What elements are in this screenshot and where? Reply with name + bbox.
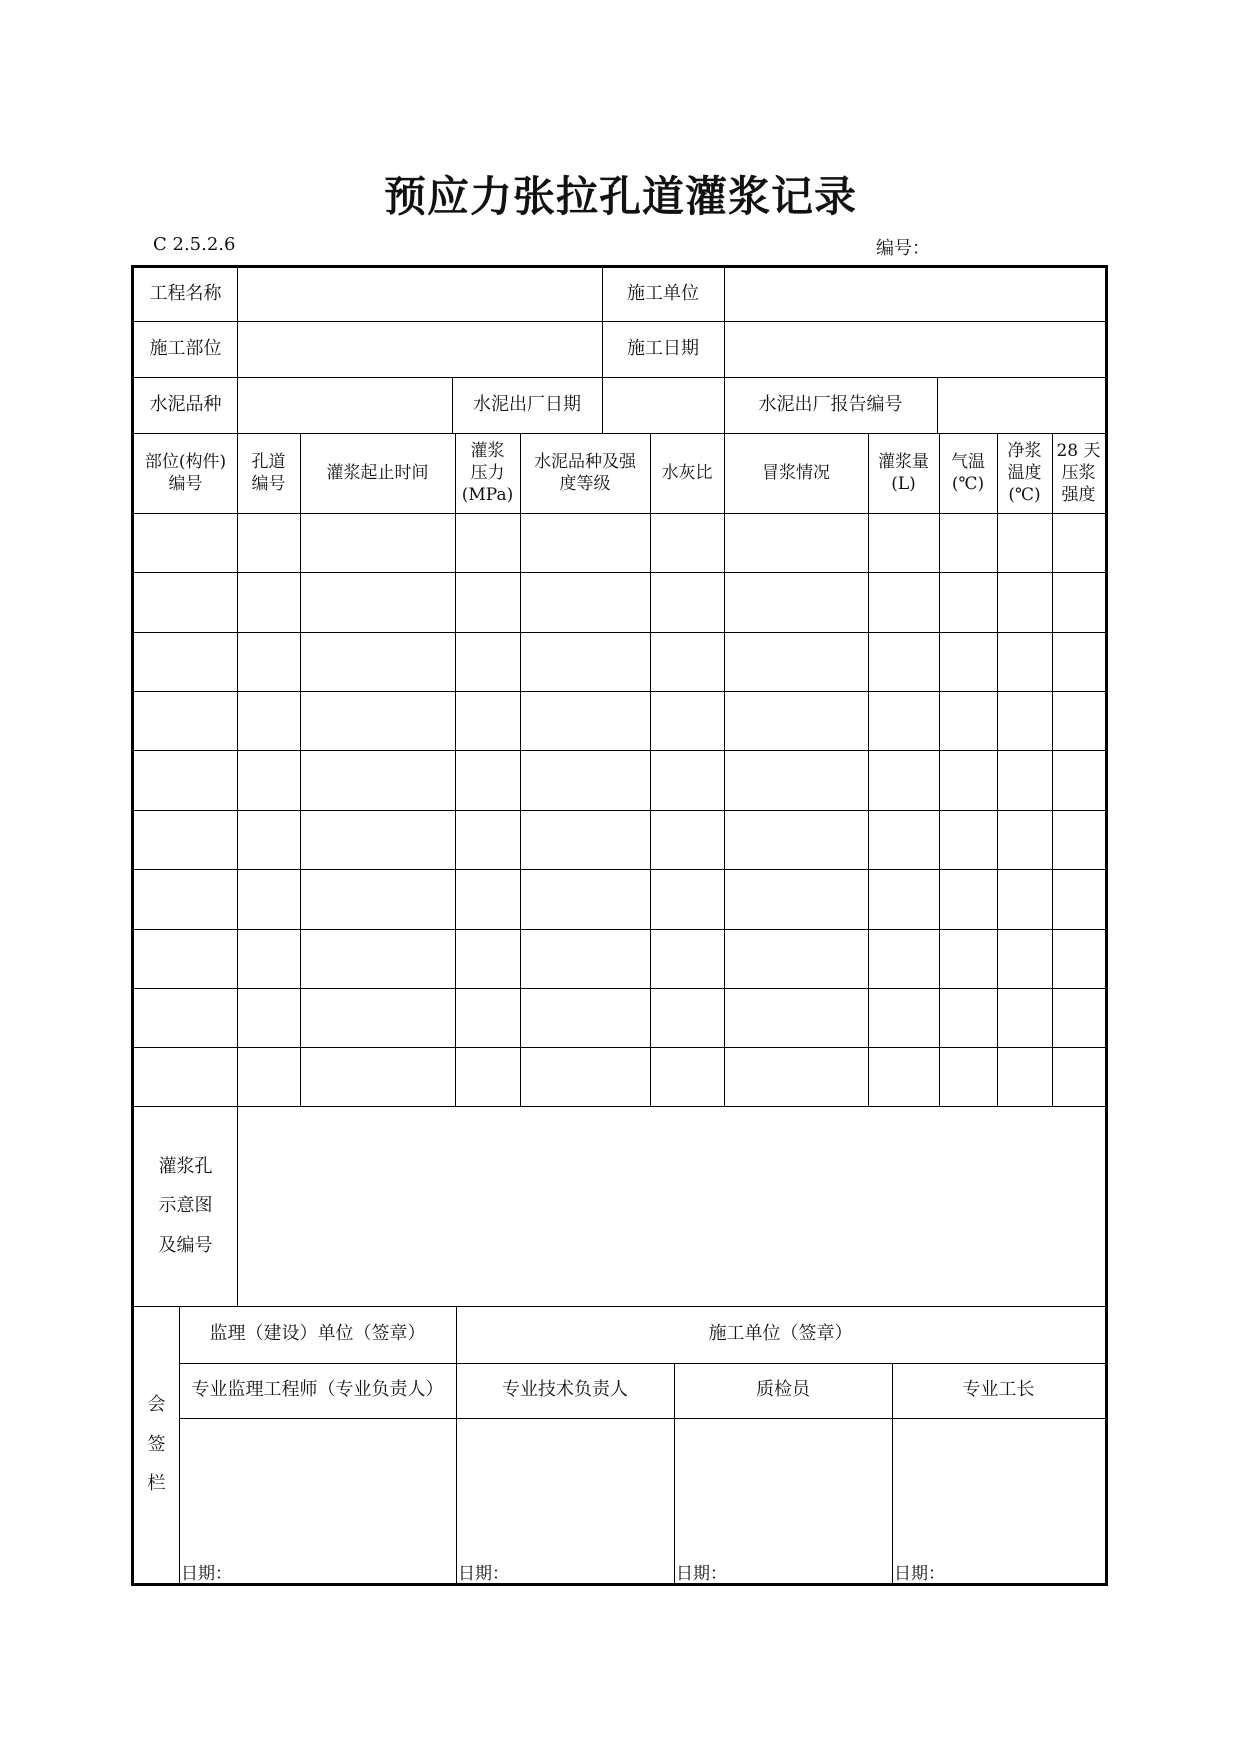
table-cell[interactable]	[237, 513, 300, 572]
table-cell[interactable]	[455, 1047, 520, 1106]
table-cell[interactable]	[868, 929, 939, 988]
date-label-supervisor: 日期：	[181, 1564, 232, 1584]
date-label-quality-inspector: 日期：	[676, 1564, 727, 1584]
table-cell[interactable]	[520, 810, 650, 869]
diagram-area[interactable]	[237, 1106, 1105, 1306]
table-cell[interactable]	[939, 1047, 997, 1106]
table-cell[interactable]	[939, 929, 997, 988]
col-duct-no-header: 孔道 编号	[251, 451, 286, 494]
table-cell[interactable]	[237, 750, 300, 810]
table-cell[interactable]	[134, 572, 237, 632]
col-overflow-header: 冒浆情况	[762, 462, 830, 483]
serial-number-label: 编号：	[876, 238, 930, 259]
project-name-field[interactable]	[237, 268, 602, 321]
table-cell[interactable]	[724, 929, 868, 988]
table-cell[interactable]	[455, 513, 520, 572]
col-grout-time-header: 灌浆起止时间	[326, 462, 429, 483]
table-cell[interactable]	[237, 1047, 300, 1106]
table-cell[interactable]	[650, 572, 724, 632]
table-cell[interactable]	[520, 929, 650, 988]
diagram-label: 灌浆孔 示意图 及编号	[158, 1155, 213, 1256]
table-cell[interactable]	[939, 632, 997, 691]
table-cell[interactable]	[520, 691, 650, 750]
table-cell[interactable]	[300, 632, 455, 691]
cement-factory-date-field[interactable]	[602, 377, 724, 433]
table-cell[interactable]	[650, 869, 724, 929]
table-cell[interactable]	[939, 513, 997, 572]
table-cell[interactable]	[237, 929, 300, 988]
table-cell[interactable]	[455, 988, 520, 1047]
table-cell[interactable]	[520, 632, 650, 691]
table-cell[interactable]	[1052, 632, 1105, 691]
table-cell[interactable]	[1052, 810, 1105, 869]
col-grout-pressure-header: 灌浆 压力 (MPa)	[461, 440, 514, 506]
table-cell[interactable]	[455, 810, 520, 869]
table-cell[interactable]	[520, 869, 650, 929]
table-cell[interactable]	[868, 632, 939, 691]
table-cell[interactable]	[868, 1047, 939, 1106]
construction-date-label: 施工日期	[627, 337, 699, 359]
table-cell[interactable]	[724, 1047, 868, 1106]
construction-part-label: 施工部位	[149, 337, 222, 359]
table-cell[interactable]	[300, 869, 455, 929]
table-cell[interactable]	[455, 632, 520, 691]
table-cell[interactable]	[650, 691, 724, 750]
table-cell[interactable]	[997, 572, 1052, 632]
table-cell[interactable]	[724, 810, 868, 869]
table-cell[interactable]	[300, 572, 455, 632]
cement-report-no-label: 水泥出厂报告编号	[758, 393, 903, 415]
table-cell[interactable]	[237, 988, 300, 1047]
table-cell[interactable]	[997, 810, 1052, 869]
table-cell[interactable]	[300, 929, 455, 988]
table-cell[interactable]	[650, 810, 724, 869]
table-cell[interactable]	[868, 988, 939, 1047]
table-cell[interactable]	[1052, 750, 1105, 810]
table-cell[interactable]	[1052, 929, 1105, 988]
role-foreman: 专业工长	[962, 1379, 1035, 1401]
table-cell[interactable]	[1052, 513, 1105, 572]
table-cell[interactable]	[868, 750, 939, 810]
table-cell[interactable]	[520, 513, 650, 572]
table-cell[interactable]	[939, 750, 997, 810]
table-cell[interactable]	[868, 513, 939, 572]
table-cell[interactable]	[650, 750, 724, 810]
table-cell[interactable]	[134, 632, 237, 691]
table-cell[interactable]	[997, 869, 1052, 929]
table-cell[interactable]	[134, 691, 237, 750]
table-cell[interactable]	[520, 572, 650, 632]
col-water-cement-ratio-header: 水灰比	[661, 462, 713, 483]
table-cell[interactable]	[134, 869, 237, 929]
role-technical-lead: 专业技术负责人	[502, 1379, 628, 1401]
table-cell[interactable]	[520, 1047, 650, 1106]
table-cell[interactable]	[724, 513, 868, 572]
table-cell[interactable]	[997, 929, 1052, 988]
table-cell[interactable]	[939, 810, 997, 869]
table-cell[interactable]	[650, 632, 724, 691]
cement-factory-date-label: 水泥出厂日期	[473, 393, 581, 415]
table-cell[interactable]	[300, 1047, 455, 1106]
table-cell[interactable]	[300, 750, 455, 810]
table-cell[interactable]	[650, 988, 724, 1047]
table-cell[interactable]	[939, 988, 997, 1047]
date-label-technical-lead: 日期：	[458, 1564, 509, 1584]
table-cell[interactable]	[134, 988, 237, 1047]
table-cell[interactable]	[237, 869, 300, 929]
contractor-label: 施工单位	[627, 283, 699, 305]
table-cell[interactable]	[237, 572, 300, 632]
cement-report-no-field[interactable]	[937, 377, 1105, 433]
table-cell[interactable]	[134, 929, 237, 988]
table-cell[interactable]	[868, 810, 939, 869]
table-cell[interactable]	[455, 929, 520, 988]
table-cell[interactable]	[724, 691, 868, 750]
table-cell[interactable]	[1052, 572, 1105, 632]
table-cell[interactable]	[134, 1047, 237, 1106]
table-cell[interactable]	[455, 869, 520, 929]
table-cell[interactable]	[939, 691, 997, 750]
col-cement-grade-header: 水泥品种及强 度等级	[534, 451, 636, 494]
table-cell[interactable]	[237, 810, 300, 869]
cement-type-field[interactable]	[237, 377, 452, 433]
role-supervising-engineer: 专业监理工程师（专业负责人）	[191, 1379, 444, 1401]
role-quality-inspector: 质检员	[756, 1379, 810, 1401]
table-cell[interactable]	[1052, 988, 1105, 1047]
contractor-field[interactable]	[724, 268, 1105, 321]
table-cell[interactable]	[650, 1047, 724, 1106]
table-cell[interactable]	[134, 513, 237, 572]
table-cell[interactable]	[868, 869, 939, 929]
table-cell[interactable]	[237, 632, 300, 691]
table-cell[interactable]	[300, 691, 455, 750]
table-cell[interactable]	[724, 572, 868, 632]
construction-part-field[interactable]	[237, 321, 602, 377]
project-name-label: 工程名称	[149, 283, 222, 305]
table-cell[interactable]	[724, 750, 868, 810]
table-cell[interactable]	[1052, 691, 1105, 750]
table-cell[interactable]	[520, 988, 650, 1047]
table-cell[interactable]	[300, 988, 455, 1047]
supervisor-unit-label: 监理（建设）单位（签章）	[209, 1323, 426, 1345]
table-cell[interactable]	[939, 869, 997, 929]
table-cell[interactable]	[300, 513, 455, 572]
contractor-unit-label: 施工单位（签章）	[708, 1323, 853, 1345]
construction-date-field[interactable]	[724, 321, 1105, 377]
signoff-section-label: 会 签 栏	[147, 1394, 166, 1495]
table-cell[interactable]	[724, 988, 868, 1047]
table-cell[interactable]	[520, 750, 650, 810]
table-cell[interactable]	[868, 691, 939, 750]
table-cell[interactable]	[134, 750, 237, 810]
date-label-foreman: 日期：	[894, 1564, 945, 1584]
table-cell[interactable]	[300, 810, 455, 869]
cement-type-label: 水泥品种	[149, 393, 222, 415]
col-air-temp-header: 气温 (℃)	[951, 451, 985, 494]
table-cell[interactable]	[724, 869, 868, 929]
table-cell[interactable]	[650, 513, 724, 572]
table-cell[interactable]	[455, 572, 520, 632]
table-cell[interactable]	[997, 1047, 1052, 1106]
table-cell[interactable]	[997, 988, 1052, 1047]
table-cell[interactable]	[455, 691, 520, 750]
table-cell[interactable]	[1052, 869, 1105, 929]
table-cell[interactable]	[237, 691, 300, 750]
table-cell[interactable]	[724, 632, 868, 691]
col-grout-volume-header: 灌浆量 (L)	[878, 451, 929, 494]
col-paste-temp-header: 净浆 温度 (℃)	[1007, 440, 1042, 506]
table-cell[interactable]	[455, 750, 520, 810]
col-28d-strength-header: 28 天 压浆 强度	[1056, 440, 1101, 506]
table-cell[interactable]	[997, 632, 1052, 691]
table-cell[interactable]	[997, 513, 1052, 572]
col-part-no-header: 部位(构件) 编号	[144, 451, 227, 494]
document-title: 预应力张拉孔道灌浆记录	[383, 172, 857, 221]
table-cell[interactable]	[134, 810, 237, 869]
form-code: C 2.5.2.6	[153, 234, 236, 255]
table-cell[interactable]	[997, 691, 1052, 750]
table-cell[interactable]	[997, 750, 1052, 810]
table-cell[interactable]	[868, 572, 939, 632]
table-cell[interactable]	[650, 929, 724, 988]
table-cell[interactable]	[939, 572, 997, 632]
table-cell[interactable]	[1052, 1047, 1105, 1106]
